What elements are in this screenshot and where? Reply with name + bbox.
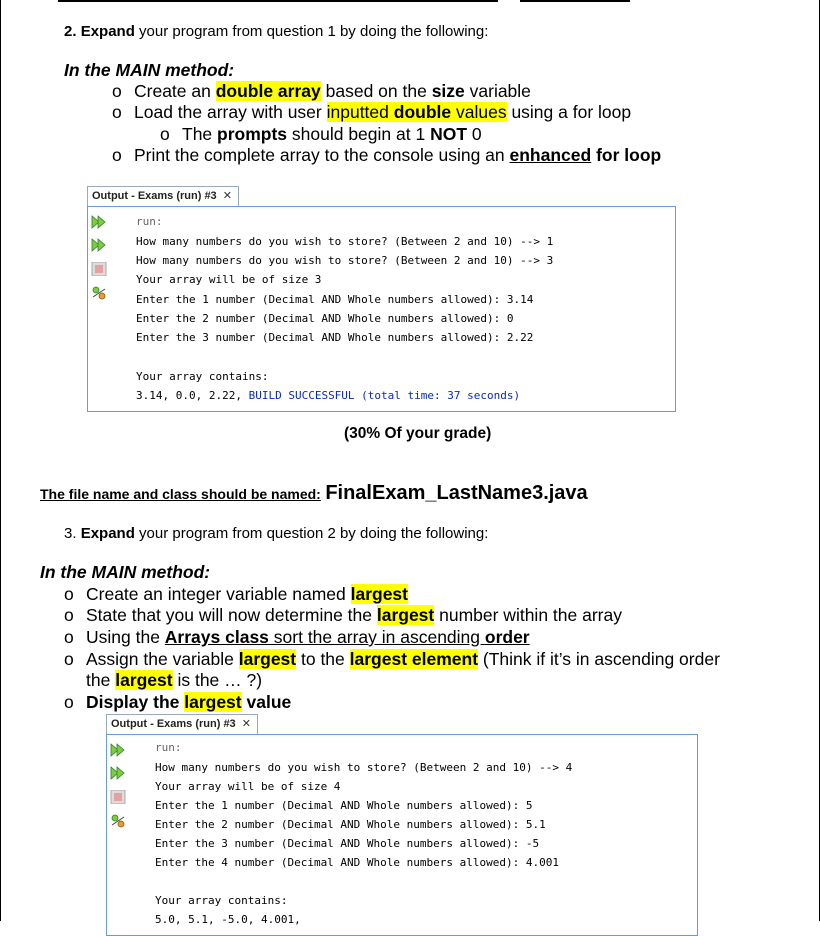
run-icon[interactable] xyxy=(91,215,107,229)
grade-note: (30% Of your grade) xyxy=(344,425,492,442)
page-top-rule xyxy=(0,0,820,7)
output-body-1 xyxy=(87,206,676,412)
output-tab-1[interactable]: Output - Exams (run) #3 ✕ xyxy=(87,186,239,206)
q2-bullet-3: o Print the complete array to the console using an enhanced for loop xyxy=(112,145,662,165)
console-line: 3.14, 0.0, 2.22, BUILD SUCCESSFUL (total time: 37 seconds) xyxy=(136,389,521,402)
q3-heading: In the MAIN method: xyxy=(40,562,211,582)
console-line: Enter the 2 number (Decimal AND Whole numbers allowed): 5.1 xyxy=(155,818,546,831)
console-line: Enter the 2 number (Decimal AND Whole numbers allowed): 0 xyxy=(136,312,514,325)
settings-icon[interactable] xyxy=(110,814,126,828)
filename-line xyxy=(40,482,588,505)
console-line: Enter the 3 number (Decimal AND Whole numbers allowed): -5 xyxy=(155,837,540,850)
rerun-icon[interactable] xyxy=(91,238,107,252)
page-border-left xyxy=(0,0,1,921)
output-tabbar-1 xyxy=(87,186,676,207)
console-line: 5.0, 5.1, -5.0, 4.001, xyxy=(155,913,301,926)
console-line: Your array contains: xyxy=(136,370,269,383)
output-window-2 xyxy=(106,714,698,926)
close-icon[interactable]: ✕ xyxy=(241,718,251,730)
top-rule xyxy=(58,0,498,2)
q2-heading: In the MAIN method: xyxy=(64,60,235,80)
filename-label: The file name and class should be named: xyxy=(40,486,321,502)
console-line: Your array contains: xyxy=(155,894,288,907)
console-line: How many numbers do you wish to store? (Between 2 and 10) --> 1 xyxy=(136,235,554,248)
build-status: BUILD SUCCESSFUL (total time: 37 seconds) xyxy=(248,389,521,402)
stop-icon[interactable] xyxy=(91,262,107,276)
q3-rest: your program from question 2 by doing the following: xyxy=(134,525,489,542)
console-line: How many numbers do you wish to store? (Between 2 and 10) --> 4 xyxy=(155,761,573,774)
run-icon[interactable] xyxy=(110,743,126,757)
q2-number: 2. xyxy=(64,23,77,40)
q3-bullet-4: o Assign the variable largest to the largest element (Think if it’s in ascending order xyxy=(64,649,720,669)
top-rule-right xyxy=(520,0,630,2)
settings-icon[interactable] xyxy=(91,286,107,300)
console-line: Enter the 1 number (Decimal AND Whole numbers allowed): 3.14 xyxy=(136,293,534,306)
console-line: Enter the 4 number (Decimal AND Whole numbers allowed): 4.001 xyxy=(155,856,559,869)
console-line: Enter the 1 number (Decimal AND Whole numbers allowed): 5 xyxy=(155,799,533,812)
q3-bullet-3: o Using the Arrays class sort the array in ascending order xyxy=(64,627,530,647)
stop-icon[interactable] xyxy=(110,790,126,804)
output-tabbar-2 xyxy=(106,714,698,735)
console-line: Your array will be of size 3 xyxy=(136,273,322,286)
console-line: Enter the 3 number (Decimal AND Whole numbers allowed): 2.22 xyxy=(136,331,534,344)
rerun-icon[interactable] xyxy=(110,766,126,780)
q2-bullet-1: o Create an double array based on the size variable xyxy=(112,81,531,101)
output-tab-2[interactable]: Output - Exams (run) #3 ✕ xyxy=(106,714,258,734)
q3-instruction xyxy=(64,525,488,542)
console-line: run: xyxy=(136,215,163,228)
q2-rest: your program from question 1 by doing the following: xyxy=(134,23,489,40)
q3-bullet-5: o Display the largest value xyxy=(64,692,292,712)
close-icon[interactable]: ✕ xyxy=(222,190,232,202)
q3-expand: Expand xyxy=(80,525,135,542)
filename-value: FinalExam_LastName3.java xyxy=(325,482,588,504)
q2-bullet-2: o Load the array with user inputted double values using a for loop xyxy=(112,102,632,122)
q2-expand: Expand xyxy=(80,23,135,40)
q3-bullet-2: o State that you will now determine the largest number within the array xyxy=(64,605,622,625)
q2-subbullet: o The prompts should begin at 1 NOT 0 xyxy=(160,124,482,144)
console-line: How many numbers do you wish to store? (Between 2 and 10) --> 3 xyxy=(136,254,554,267)
q3-bullet-4-cont: the largest is the … ?) xyxy=(86,670,263,690)
q2-instruction xyxy=(64,23,488,40)
q3-number: 3. xyxy=(64,525,77,542)
console-line: run: xyxy=(155,741,182,754)
q3-bullet-1: o Create an integer variable named largest xyxy=(64,584,408,604)
output-body-2 xyxy=(106,734,698,936)
output-window-1 xyxy=(87,186,676,412)
console-line: Your array will be of size 4 xyxy=(155,780,341,793)
